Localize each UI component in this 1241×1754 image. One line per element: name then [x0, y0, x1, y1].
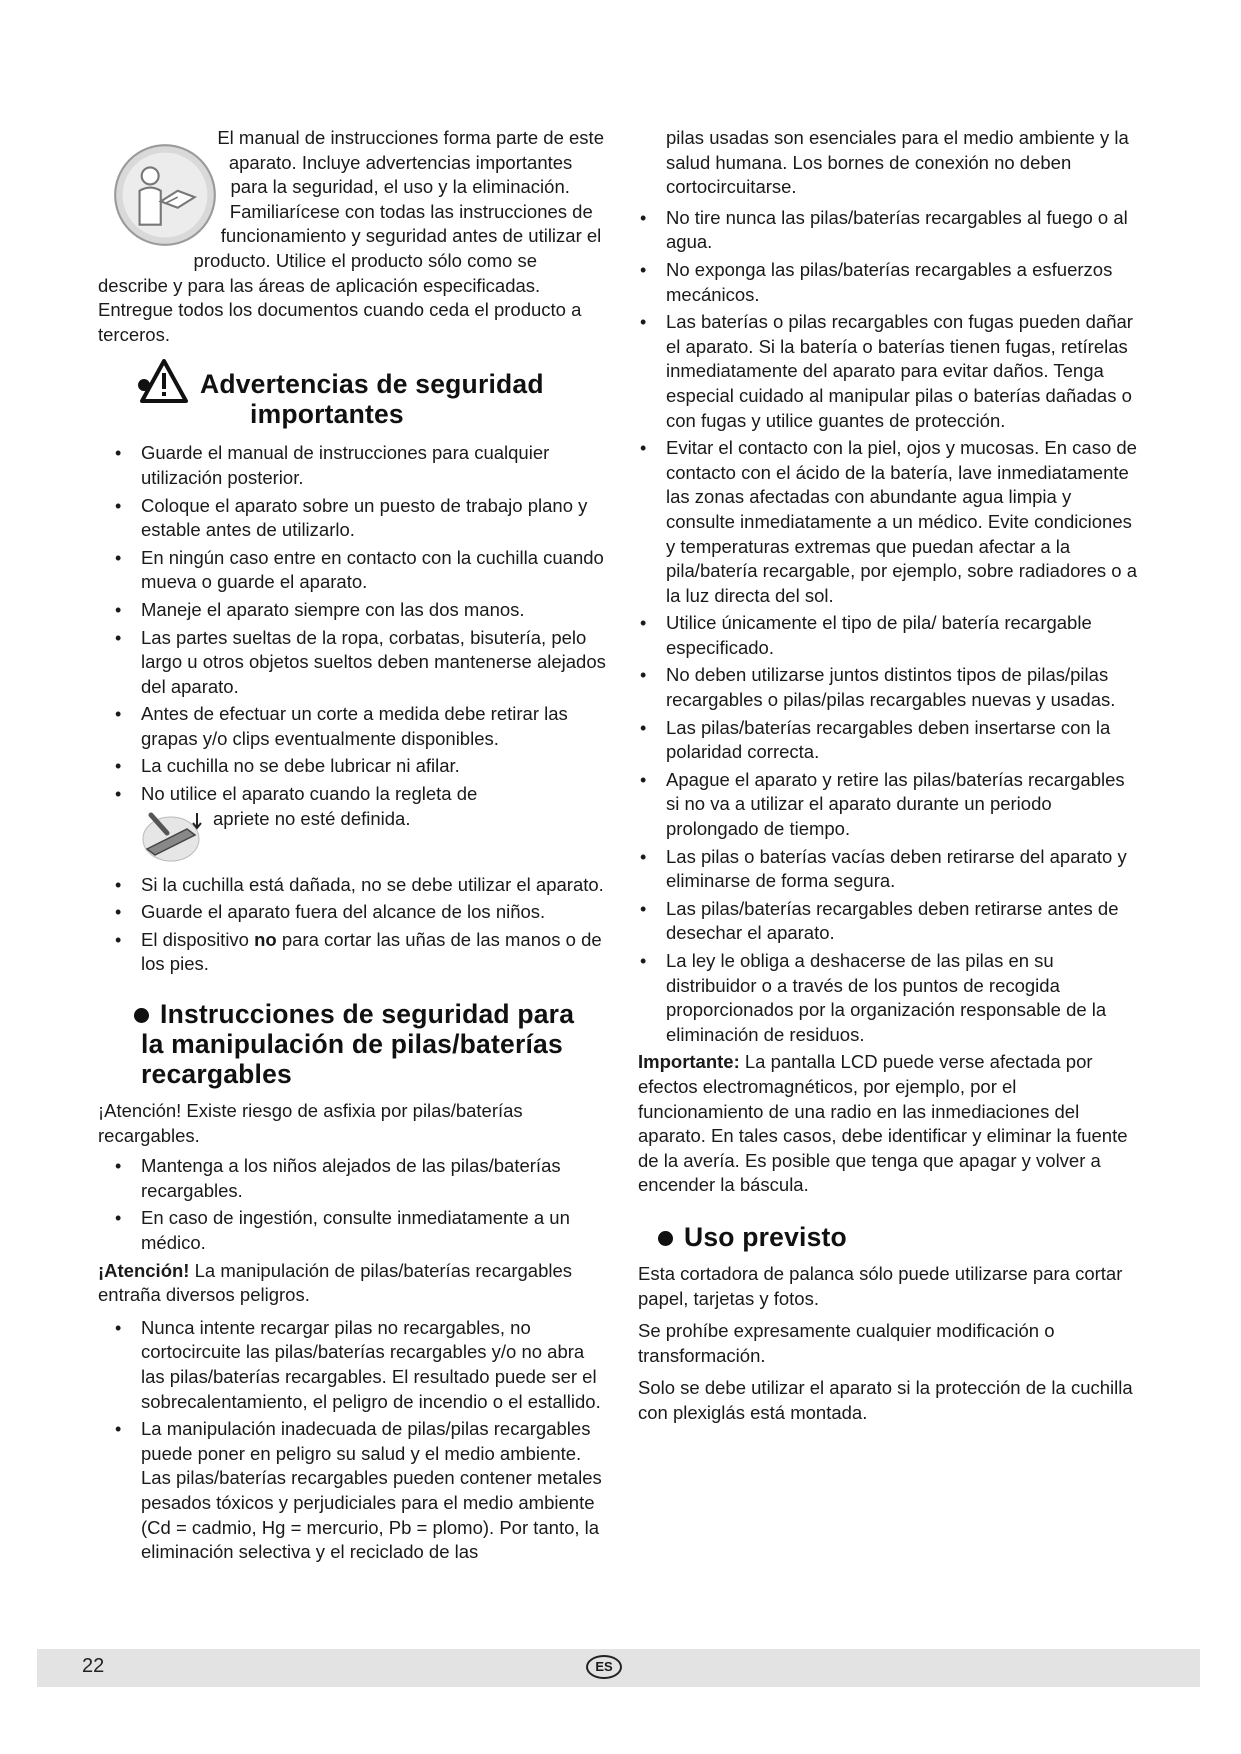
list-item: [98, 928, 608, 977]
battery-list-2: [98, 1316, 608, 1565]
right-column: [638, 126, 1138, 1426]
page-number: 22: [82, 1655, 105, 1677]
use-paragraph: Solo se debe utilizar el aparato si la protección de la cuchilla con plexiglás está montada.: [638, 1377, 1133, 1423]
battery-title-1: Instrucciones de seguridad para: [160, 999, 575, 1030]
battery-title-3: recargables: [141, 1059, 292, 1090]
blade-item-line2: apriete no esté definida.: [213, 807, 411, 829]
safety-warnings-title-2: importantes: [250, 399, 404, 430]
use-paragraph: Esta cortadora de palanca sólo puede utilizarse para cortar papel, tarjetas y fotos.: [638, 1262, 1123, 1309]
battery-title-2: la manipulación de pilas/baterías: [141, 1029, 563, 1060]
list-item: • Las pilas/baterías recargables deben insertarse con la polaridad correcta.: [638, 716, 1138, 765]
list-item-bold: no: [254, 928, 277, 950]
battery-list-3: [638, 206, 1138, 1048]
heading-bullet-icon: [134, 1008, 149, 1023]
intro-block: [98, 126, 608, 347]
list-item: • No exponga las pilas/baterías recargables a esfuerzos mecánicos.: [638, 258, 1138, 307]
cutter-clamp-icon: [141, 805, 207, 863]
list-item: • Las baterías o pilas recargables con fugas pueden dañar el aparato. Si la batería o baterías tienen fugas, retírelas inmediatamente del aparato para evitar daños. Tenga especial cuidado al manipular pilas o baterías dañadas o con fugas y utilice guantes de protección.: [638, 310, 1138, 433]
heading-bullet-icon: [658, 1231, 673, 1246]
list-item: • Utilice únicamente el tipo de pila/ batería recargable especificado.: [638, 611, 1138, 660]
safety-warnings-heading: [140, 369, 608, 429]
list-item: • En ningún caso entre en contacto con la cuchilla cuando mueva o guarde el aparato.: [98, 546, 608, 595]
battery-safety-heading: [136, 999, 608, 1089]
safety-warnings-list: [98, 441, 608, 977]
important-bold: Importante:: [638, 1051, 740, 1073]
list-item: • Mantenga a los niños alejados de las pilas/baterías recargables.: [98, 1154, 608, 1203]
list-item: • Antes de efectuar un corte a medida debe retirar las grapas y/o clips eventualmente disponibles.: [98, 702, 608, 751]
list-item: • Las partes sueltas de la ropa, corbatas, bisutería, pelo largo u otros objetos sueltos deben mantenerse alejados del aparato.: [98, 626, 608, 700]
intro-paragraph: El manual de instrucciones forma parte de este aparato. Incluye advertencias importantes para la seguridad, el uso y la eliminación. Familiarícese con todas las instrucciones de funcionamiento y seguridad antes de utilizar el producto. Utilice el producto sólo como se describe y para las áreas de aplicación especificadas. Entregue todos los documentos cuando ceda el producto a terceros.: [98, 127, 604, 345]
list-item-text: para cortar las uñas de las manos o de los pies.: [141, 928, 602, 975]
read-manual-icon: [112, 142, 218, 248]
list-item: • La cuchilla no se debe lubricar ni afilar.: [98, 754, 608, 779]
attention-bold: ¡Atención!: [98, 1259, 190, 1281]
list-item: • Maneje el aparato siempre con las dos manos.: [98, 598, 608, 623]
list-item: • Las pilas o baterías vacías deben retirarse del aparato y eliminarse de forma segura.: [638, 845, 1138, 894]
list-item: • Si la cuchilla está dañada, no se debe utilizar el aparato.: [98, 873, 608, 898]
list-item: • En caso de ingestión, consulte inmediatamente a un médico.: [98, 1206, 608, 1255]
battery-list-1: [98, 1154, 608, 1255]
intended-use-title: Uso previsto: [684, 1221, 847, 1252]
battery-attention: ¡Atención! Existe riesgo de asfixia por pilas/baterías recargables.: [98, 1100, 523, 1146]
warning-triangle-icon: [136, 359, 188, 405]
list-item: • Coloque el aparato sobre un puesto de trabajo plano y estable antes de utilizarlo.: [98, 494, 608, 543]
list-item: • Apague el aparato y retire las pilas/baterías recargables si no va a utilizar el aparato durante un periodo prolongado de tiempo.: [638, 768, 1138, 842]
list-item: • La ley le obliga a deshacerse de las pilas en su distribuidor o a través de los puntos de recogida proporcionados por la organización responsable de la eliminación de residuos.: [638, 949, 1138, 1047]
important-note: [638, 1050, 1138, 1198]
list-item: • Las pilas/baterías recargables deben retirarse antes de desechar el aparato.: [638, 897, 1138, 946]
language-badge: ES: [586, 1655, 622, 1679]
list-item: • Evitar el contacto con la piel, ojos y mucosas. En caso de contacto con el ácido de la batería, lave inmediatamente las zonas afectadas con abundante agua limpia y consulte inmediatamente a un médico. Evite condiciones y temperaturas extremas que puedan afectar a la pila/batería recargable, por ejemplo, sobre radiadores o a la luz directa del sol.: [638, 436, 1138, 608]
list-item-blade: [98, 782, 608, 863]
important-text: La pantalla LCD puede verse afectada por efectos electromagnéticos, por ejemplo, por el funcionamiento de una radio en las inmediaciones del aparato. En tales casos, debe identificar y eliminar la fuente de la avería. Es posible que tenga que apagar y volver a encender la báscula.: [638, 1051, 1128, 1196]
list-item: • La manipulación inadecuada de pilas/pilas recargables puede poner en peligro su salud y el medio ambiente. Las pilas/baterías recargables pueden contener metales pesados tóxicos y perjudiciales para el medio ambiente (Cd = cadmio, Hg = mercurio, Pb = plomo). Por tanto, la eliminación selectiva y el reciclado de las: [98, 1417, 608, 1565]
blade-item-line1: No utilice el aparato cuando la regleta de: [141, 783, 478, 805]
left-column: [98, 126, 608, 1568]
list-item: • Guarde el aparato fuera del alcance de los niños.: [98, 900, 608, 925]
use-paragraph: Se prohíbe expresamente cualquier modificación o transformación.: [638, 1320, 1055, 1366]
list-item-text: El dispositivo: [141, 928, 255, 950]
attention-text: La manipulación de pilas/baterías recargables entraña diversos peligros.: [98, 1259, 573, 1306]
list-item: • No deben utilizarse juntos distintos tipos de pilas/pilas recargables o pilas/pilas recargables nuevas y usadas.: [638, 663, 1138, 712]
list-item: • No tire nunca las pilas/baterías recargables al fuego o al agua.: [638, 206, 1138, 255]
list-item: • Guarde el manual de instrucciones para cualquier utilización posterior.: [98, 441, 608, 490]
list-item: • Nunca intente recargar pilas no recargables, no cortocircuite las pilas/baterías recargables y/o no abra las pilas/baterías recargables. El resultado puede ser el sobrecalentamiento, el peligro de incendio o el estallido.: [98, 1316, 608, 1414]
battery-continuation: pilas usadas son esenciales para el medio ambiente y la salud humana. Los bornes de conexión no deben cortocircuitarse.: [666, 127, 1129, 198]
page-footer: [37, 1649, 1200, 1687]
intended-use-heading: [660, 1222, 1138, 1252]
safety-warnings-title-1: Advertencias de seguridad: [200, 369, 544, 400]
battery-attention-2: [98, 1259, 608, 1308]
